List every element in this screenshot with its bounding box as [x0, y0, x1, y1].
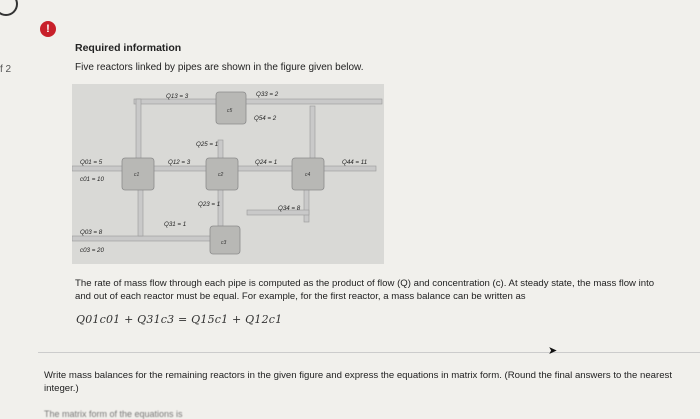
label-q12: Q12 = 3: [168, 159, 191, 166]
reactor-c1: c1: [134, 172, 140, 178]
cursor-icon: ➤: [548, 345, 558, 357]
matrix-form-heading: The matrix form of the equations is: [44, 409, 183, 419]
label-q13: Q13 = 3: [166, 93, 189, 100]
label-q25: Q25 = 1: [196, 141, 219, 148]
label-q44: Q44 = 11: [342, 159, 368, 166]
reactor-c4: c4: [305, 172, 311, 178]
required-information-title: Required information: [75, 42, 182, 54]
label-c03: c03 = 20: [80, 247, 104, 254]
divider: [38, 352, 700, 353]
label-q03: Q03 = 8: [80, 229, 103, 236]
reactor-c5: c5: [227, 108, 233, 114]
label-q23: Q23 = 1: [198, 201, 221, 208]
label-q24: Q24 = 1: [255, 159, 278, 166]
partial-circle-icon: [0, 0, 18, 16]
required-information-subtitle: Five reactors linked by pipes are shown in the figure given below.: [75, 62, 364, 73]
mass-balance-equation: Q01c01 + Q31c3 = Q15c1 + Q12c1: [76, 313, 283, 326]
reactor-c2: c2: [218, 172, 224, 178]
reactor-c3: c3: [221, 240, 227, 246]
label-c01: c01 = 10: [80, 176, 104, 183]
label-q54: Q54 = 2: [254, 115, 277, 122]
label-q34: Q34 = 8: [278, 205, 301, 212]
label-q01: Q01 = 5: [80, 159, 103, 166]
label-q33: Q33 = 2: [256, 91, 279, 98]
page-indicator: f 2: [0, 64, 12, 75]
task-instruction: Write mass balances for the remaining reactors in the given figure and express the equations in matrix form. (Round the final answers to the nearest integer.): [44, 370, 672, 394]
exclamation-icon: !: [40, 21, 56, 37]
reactor-network-figure: [72, 84, 384, 264]
label-q31: Q31 = 1: [164, 221, 187, 228]
mass-balance-paragraph: The rate of mass flow through each pipe is computed as the product of flow (Q) and concentration (c). At steady state, the mass flow into and out of each reactor must be equal. For example, for the first reactor, a mass balance can be written as: [75, 278, 655, 302]
